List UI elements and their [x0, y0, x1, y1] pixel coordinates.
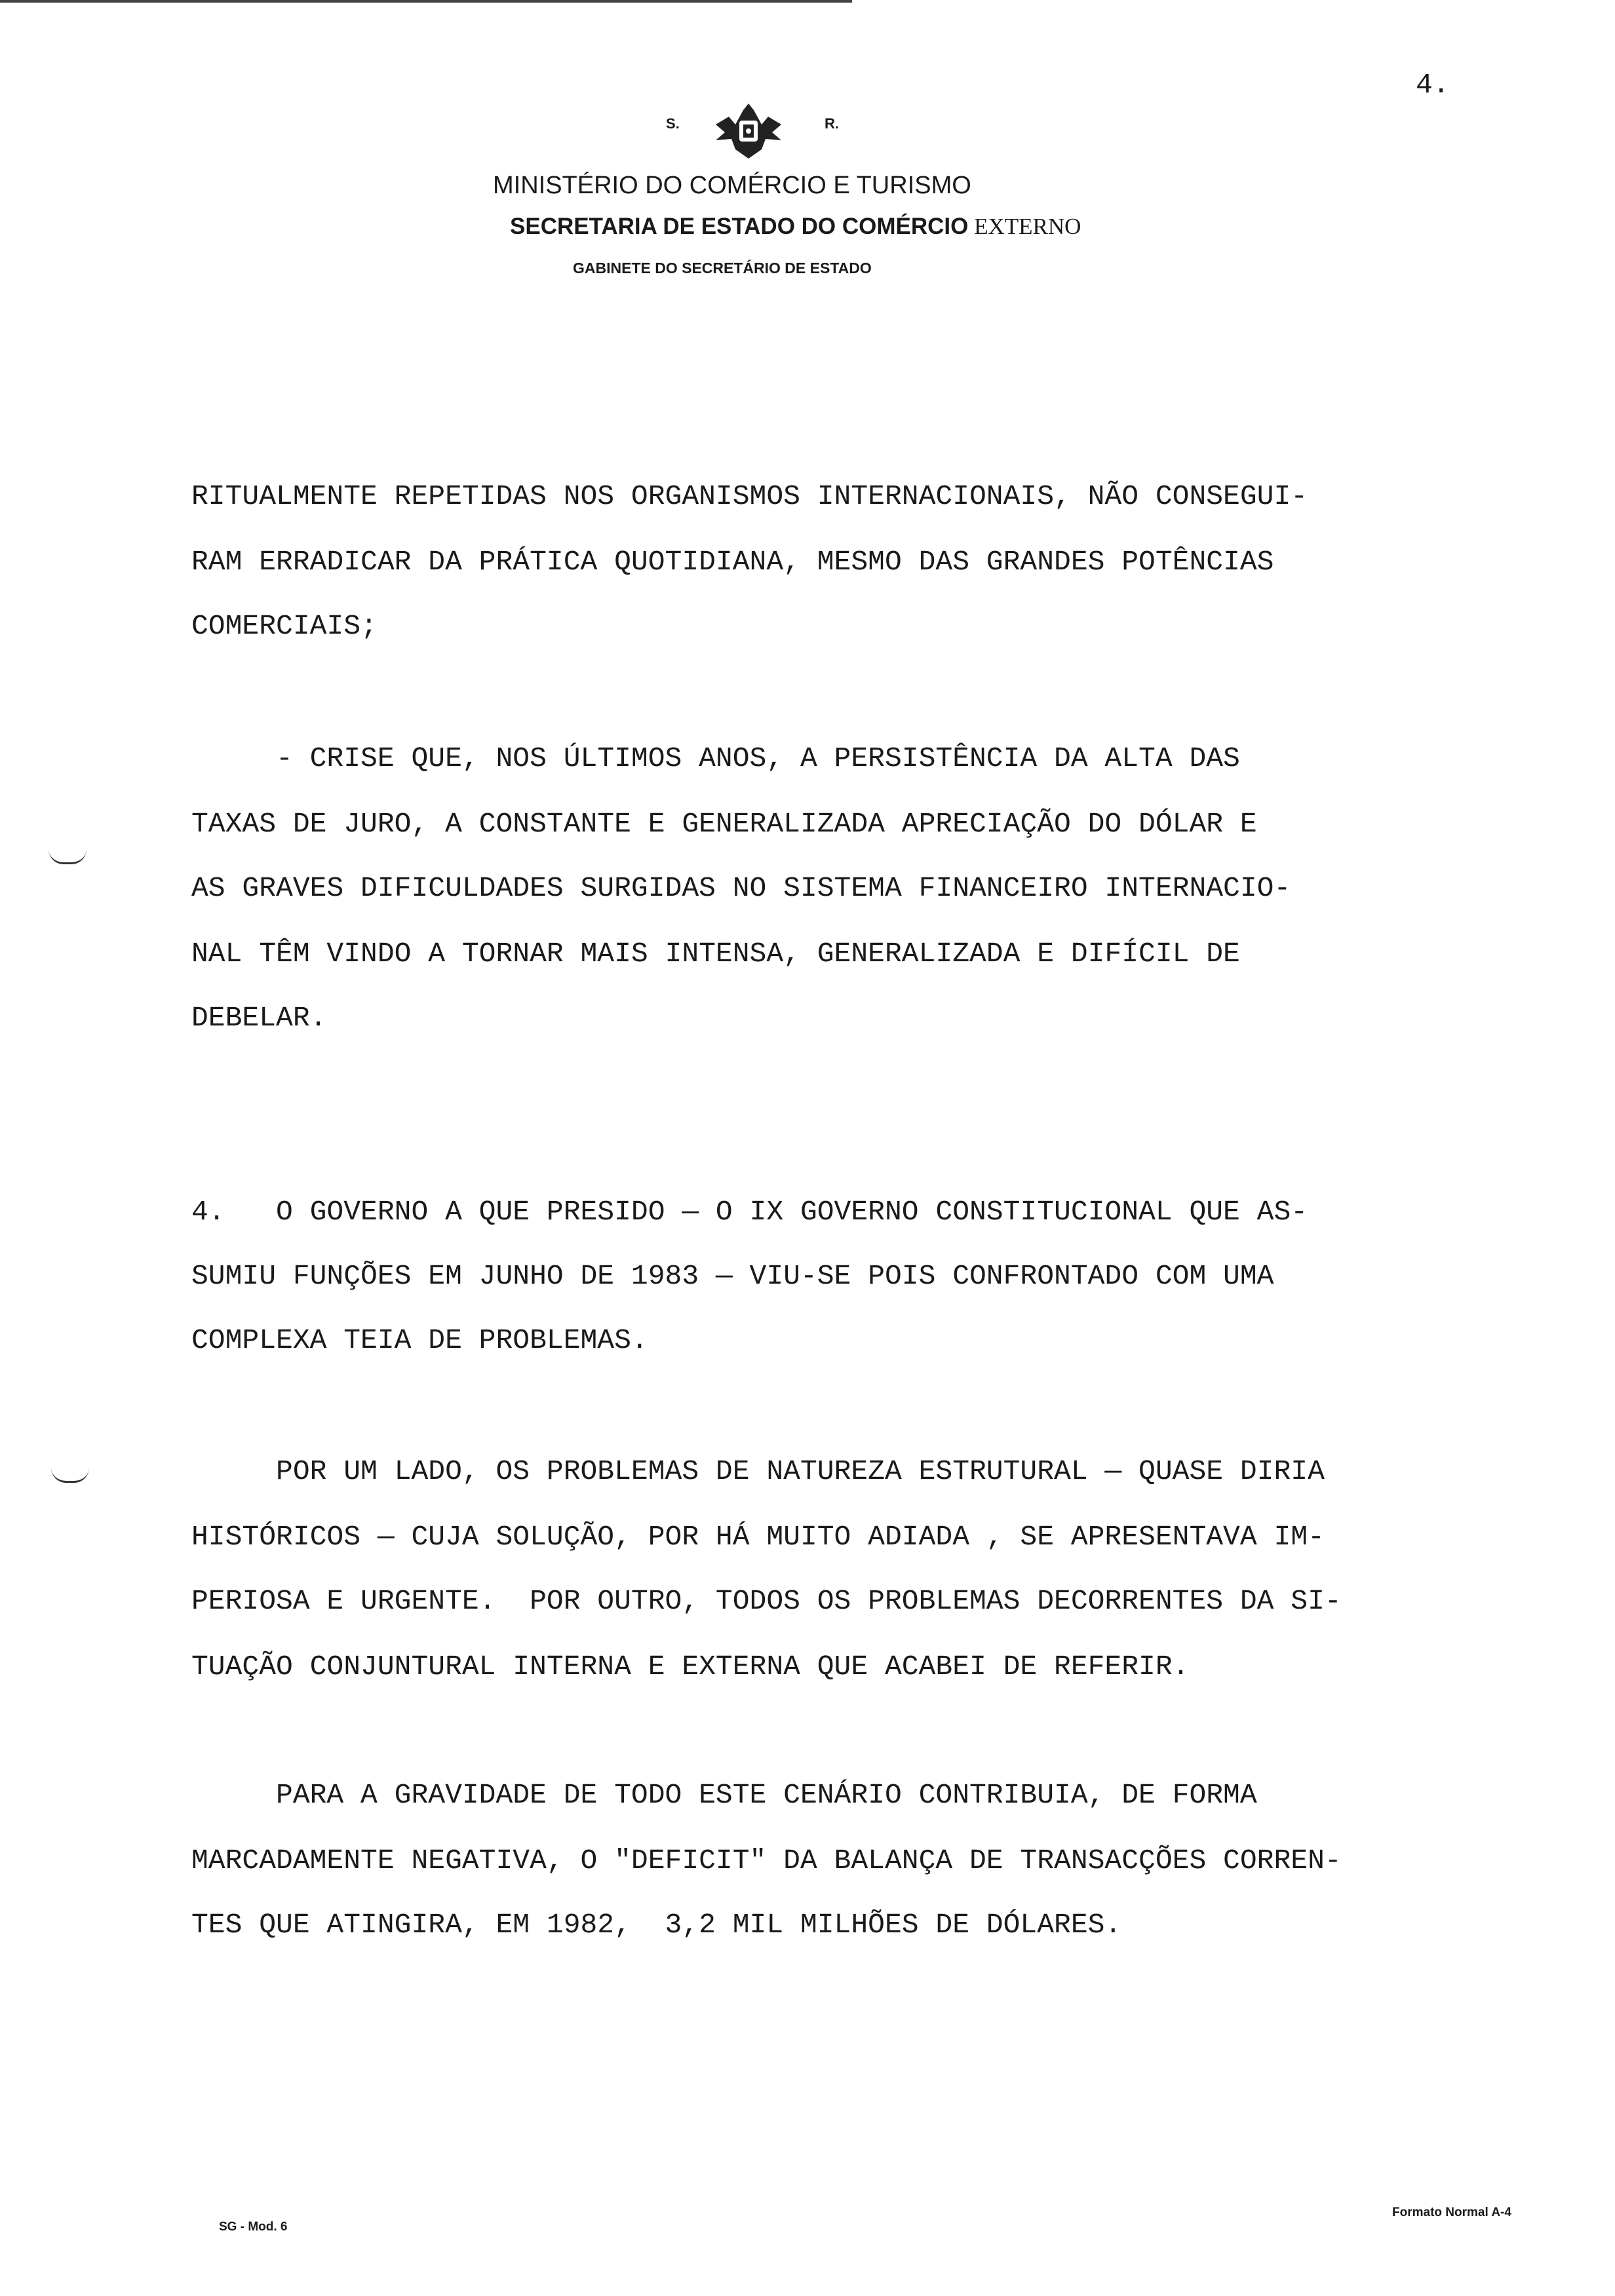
- body-line: POR UM LADO, OS PROBLEMAS DE NATUREZA ESTRUTURAL — QUASE DIRIA: [191, 1455, 1325, 1487]
- body-line: SUMIU FUNÇÕES EM JUNHO DE 1983 — VIU-SE POIS CONFRONTADO COM UMA: [191, 1260, 1274, 1292]
- body-line: PERIOSA E URGENTE. POR OUTRO, TODOS OS PROBLEMAS DECORRENTES DA SI-: [191, 1585, 1342, 1617]
- page-number: 4.: [1416, 69, 1450, 101]
- form-model-code: SG - Mod. 6: [219, 2220, 288, 2234]
- body-line: AS GRAVES DIFICULDADES SURGIDAS NO SISTEMA FINANCEIRO INTERNACIO-: [191, 872, 1291, 904]
- body-line: TES QUE ATINGIRA, EM 1982, 3,2 MIL MILHÕES DE DÓLARES.: [191, 1909, 1122, 1941]
- secretariat-name: [510, 214, 1081, 240]
- body-line: COMERCIAIS;: [191, 610, 378, 642]
- paper-format-label: Formato Normal A-4: [1392, 2206, 1511, 2219]
- emblem-right-letter: R.: [825, 115, 839, 132]
- body-line: MARCADAMENTE NEGATIVA, O "DEFICIT" DA BALANÇA DE TRANSACÇÕES CORREN-: [191, 1845, 1342, 1877]
- body-line: - CRISE QUE, NOS ÚLTIMOS ANOS, A PERSISTÊNCIA DA ALTA DAS: [191, 742, 1240, 775]
- body-line: COMPLEXA TEIA DE PROBLEMAS.: [191, 1324, 648, 1356]
- scan-top-edge: [0, 0, 852, 3]
- body-line: NAL TÊM VINDO A TORNAR MAIS INTENSA, GENERALIZADA E DIFÍCIL DE: [191, 938, 1240, 970]
- cabinet-name: GABINETE DO SECRETÁRIO DE ESTADO: [573, 259, 872, 277]
- emblem-left-letter: S.: [666, 115, 680, 132]
- section-4-heading-line: 4. O GOVERNO A QUE PRESIDO — O IX GOVERNO CONSTITUCIONAL QUE AS-: [191, 1196, 1308, 1228]
- body-line: TAXAS DE JURO, A CONSTANTE E GENERALIZADA APRECIAÇÃO DO DÓLAR E: [191, 808, 1257, 840]
- coat-of-arms-icon: [709, 98, 788, 164]
- secretariat-name-rest: EXTERNO: [968, 214, 1081, 239]
- margin-punch-mark: [51, 1468, 89, 1483]
- ministry-name: MINISTÉRIO DO COMÉRCIO E TURISMO: [493, 172, 971, 199]
- body-line: TUAÇÃO CONJUNTURAL INTERNA E EXTERNA QUE ACABEI DE REFERIR.: [191, 1651, 1190, 1683]
- body-line: PARA A GRAVIDADE DE TODO ESTE CENÁRIO CONTRIBUIA, DE FORMA: [191, 1779, 1257, 1811]
- margin-punch-mark: [49, 849, 87, 864]
- secretariat-name-bold: SECRETARIA DE ESTADO DO COMÉRCIO: [510, 214, 969, 239]
- body-line: RITUALMENTE REPETIDAS NOS ORGANISMOS INTERNACIONAIS, NÃO CONSEGUI-: [191, 480, 1308, 512]
- body-line: HISTÓRICOS — CUJA SOLUÇÃO, POR HÁ MUITO ADIADA , SE APRESENTAVA IM-: [191, 1521, 1325, 1553]
- body-line: RAM ERRADICAR DA PRÁTICA QUOTIDIANA, MESMO DAS GRANDES POTÊNCIAS: [191, 546, 1274, 578]
- body-line: DEBELAR.: [191, 1002, 327, 1034]
